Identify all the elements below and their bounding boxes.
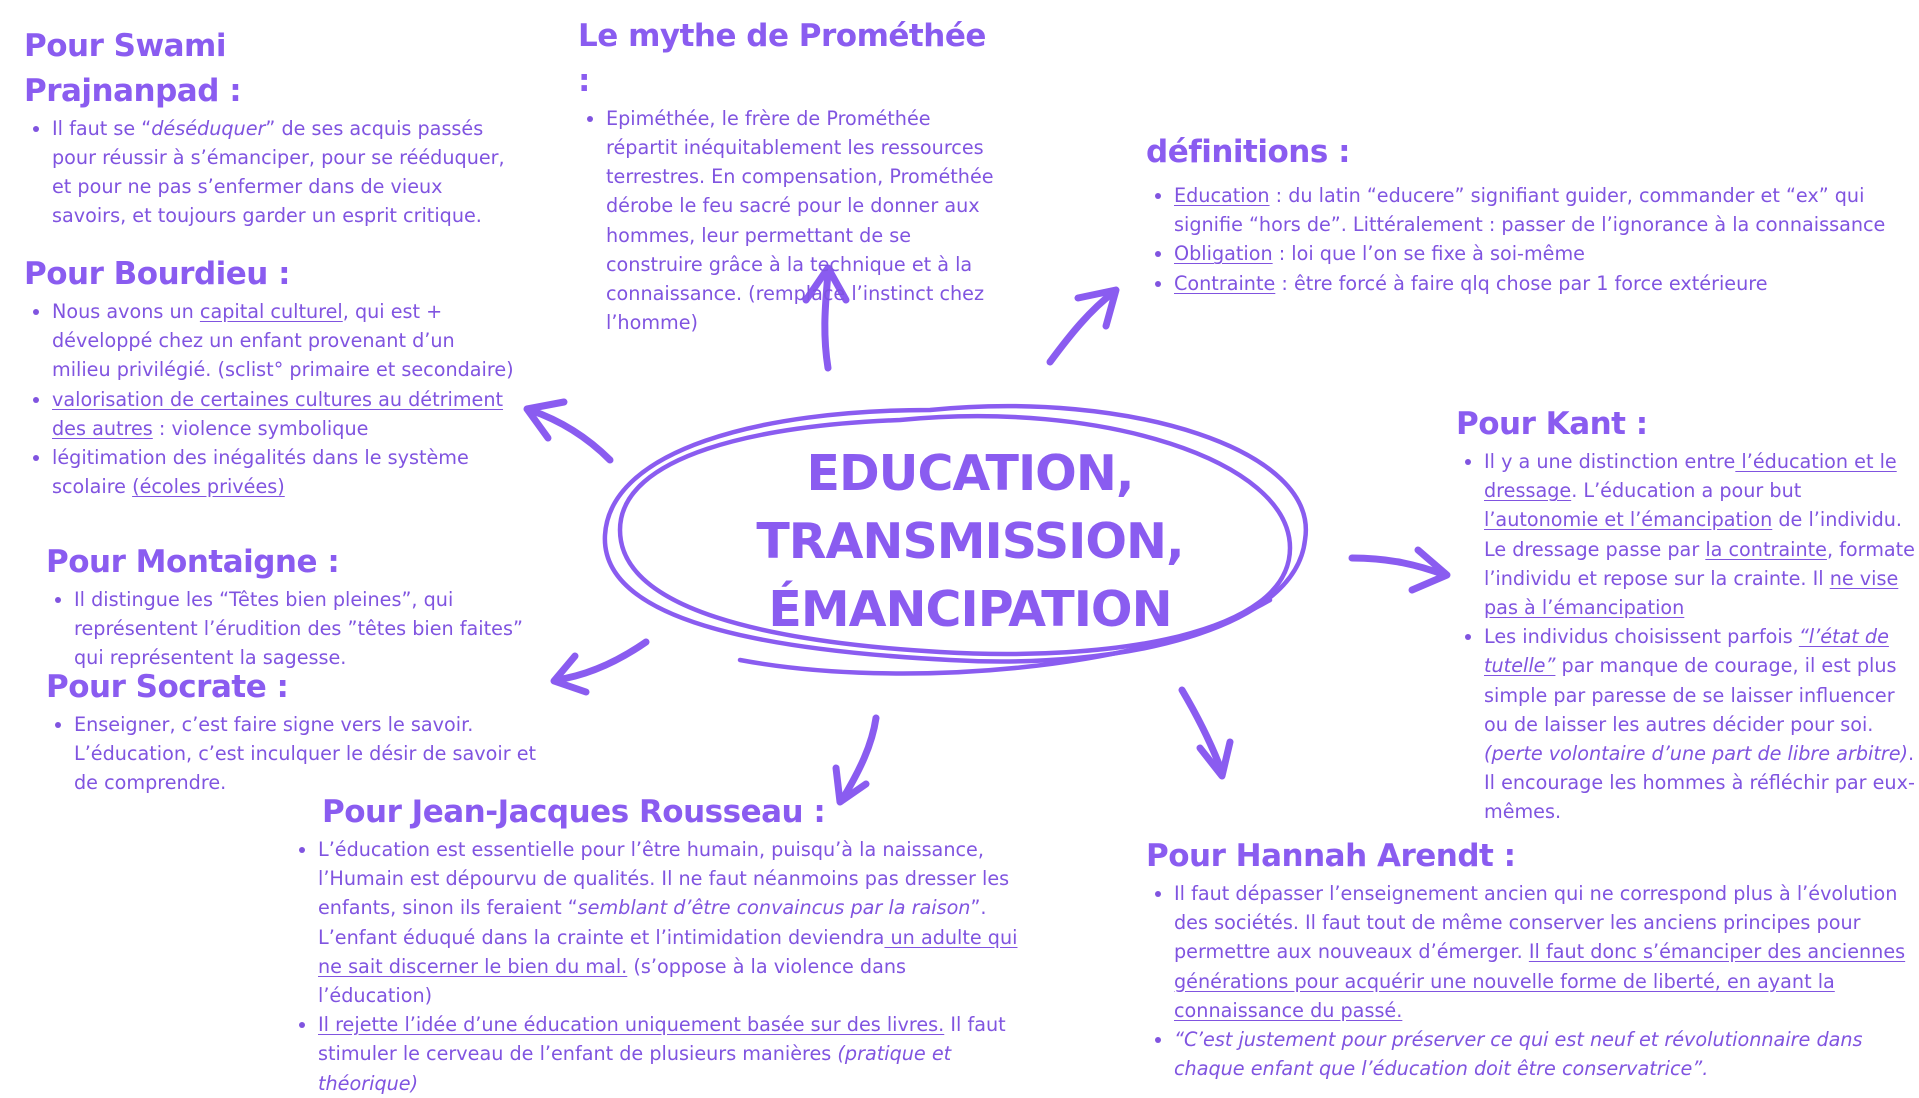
bourdieu-bullet-1: • Nous avons un capital culturel, qui est + développé chez un enfant provenant d’un milieu privilégié. (sclist° primaire et secondaire)	[52, 297, 514, 385]
bourdieu-list	[24, 297, 514, 501]
kant-list	[1456, 447, 1918, 827]
definitions-bullet-obligation: • Obligation : loi que l’on se fixe à soi-même	[1174, 239, 1906, 268]
swami-bullet-1: • Il faut se “déséduquer” de ses acquis passés pour réussir à s’émanciper, pour se rééduquer, et pour ne pas s’enfermer dans de vieux savoirs, et toujours garder un esprit critique.	[52, 114, 514, 231]
section-rousseau	[290, 790, 1020, 1098]
section-arendt	[1146, 834, 1906, 1083]
arendt-title: Pour Hannah Arendt :	[1146, 838, 1516, 874]
socrate-list	[46, 710, 556, 798]
arrow-left	[527, 402, 610, 460]
arrow-right	[1352, 550, 1447, 590]
swami-title-line2: Prajnanpad :	[24, 72, 242, 109]
socrate-title: Pour Socrate :	[46, 669, 289, 705]
swami-title-line1: Pour Swami	[24, 28, 226, 64]
arrow-down-right	[1182, 690, 1230, 776]
arendt-list	[1146, 879, 1906, 1083]
center-title-line1: EDUCATION,	[806, 445, 1134, 502]
section-definitions	[1146, 130, 1906, 298]
montaigne-bullet-1: • Il distingue les “Têtes bien pleines”, qui représentent l’érudition des ”têtes bien faites” qui représentent la sagesse.	[74, 585, 546, 673]
section-promethee	[578, 14, 1008, 338]
center-title-line2: TRANSMISSION,	[756, 513, 1184, 570]
promethee-title: Le mythe de Prométhée :	[578, 18, 986, 99]
arrow-up-right	[1050, 290, 1116, 362]
definitions-list	[1146, 181, 1906, 298]
definitions-title: définitions :	[1146, 134, 1350, 170]
arrow-down-left	[554, 642, 646, 692]
section-bourdieu	[24, 252, 514, 501]
montaigne-list	[46, 585, 546, 673]
rousseau-title: Pour Jean-Jacques Rousseau :	[322, 794, 826, 830]
bourdieu-bullet-3: • légitimation des inégalités dans le système scolaire (écoles privées)	[52, 443, 514, 501]
section-kant	[1456, 402, 1918, 827]
kant-bullet-2: • Les individus choisissent parfois “l’état de tutelle” par manque de courage, il est plus simple par paresse de se laisser influencer ou de laisser les autres décider pour soi. (perte volontaire d’une part de libre arbitre). Il encourage les hommes à réfléchir par eux-mêmes.	[1484, 622, 1918, 826]
montaigne-title: Pour Montaigne :	[46, 544, 340, 580]
definitions-bullet-education: • Education : du latin “educere” signifiant guider, commander et “ex” qui signifie “hors de”. Littéralement : passer de l’ignorance à la connaissance	[1174, 181, 1906, 239]
rousseau-bullet-1: • L’éducation est essentielle pour l’être humain, puisqu’à la naissance, l’Humain est dépourvu de qualités. Il ne faut néanmoins pas dresser les enfants, sinon ils feraient “semblant d’être convaincus par la raison”. L’enfant éduqué dans la crainte et l’intimidation deviendra un adulte qui ne sait discerner le bien du mal. (s’oppose à la violence dans l’éducation)	[318, 835, 1020, 1010]
center-title	[700, 440, 1240, 644]
rousseau-bullet-2: • Il rejette l’idée d’une éducation uniquement basée sur des livres. Il faut stimuler le cerveau de l’enfant de plusieurs manières (pratique et théorique)	[318, 1010, 1020, 1098]
rousseau-list	[290, 835, 1020, 1098]
section-montaigne	[46, 540, 546, 673]
definitions-bullet-contrainte: • Contrainte : être forcé à faire qlq chose par 1 force extérieure	[1174, 269, 1906, 298]
promethee-bullet-1: • Epiméthée, le frère de Prométhée répartit inéquitablement les ressources terrestres. En compensation, Prométhée dérobe le feu sacré pour le donner aux hommes, leur permettant de se construire grâce à la technique et à la connaissance. (remplace l’instinct chez l’homme)	[606, 104, 1008, 338]
section-socrate	[46, 665, 556, 798]
bourdieu-title: Pour Bourdieu :	[24, 256, 291, 292]
kant-title: Pour Kant :	[1456, 406, 1648, 442]
bourdieu-bullet-2: • valorisation de certaines cultures au détriment des autres : violence symbolique	[52, 385, 514, 443]
arendt-bullet-1: • Il faut dépasser l’enseignement ancien qui ne correspond plus à l’évolution des sociétés. Il faut tout de même conserver les anciens principes pour permettre aux nouveaux d’émerger. Il faut donc s’émanciper des anciennes générations pour acquérir une nouvelle forme de liberté, en ayant la connaissance du passé.	[1174, 879, 1906, 1025]
center-title-line3: ÉMANCIPATION	[768, 581, 1172, 638]
socrate-bullet-1: • Enseigner, c’est faire signe vers le savoir. L’éducation, c’est inculquer le désir de savoir et de comprendre.	[74, 710, 556, 798]
arendt-bullet-2: • “C’est justement pour préserver ce qui est neuf et révolutionnaire dans chaque enfant que l’éducation doit être conservatrice”.	[1174, 1025, 1906, 1083]
promethee-list	[578, 104, 1008, 338]
section-swami	[24, 24, 514, 231]
kant-bullet-1: • Il y a une distinction entre l’éducation et le dressage. L’éducation a pour but l’autonomie et l’émancipation de l’individu. Le dressage passe par la contrainte, formate l’individu et repose sur la crainte. Il ne vise pas à l’émancipation	[1484, 447, 1918, 622]
swami-list	[24, 114, 514, 231]
